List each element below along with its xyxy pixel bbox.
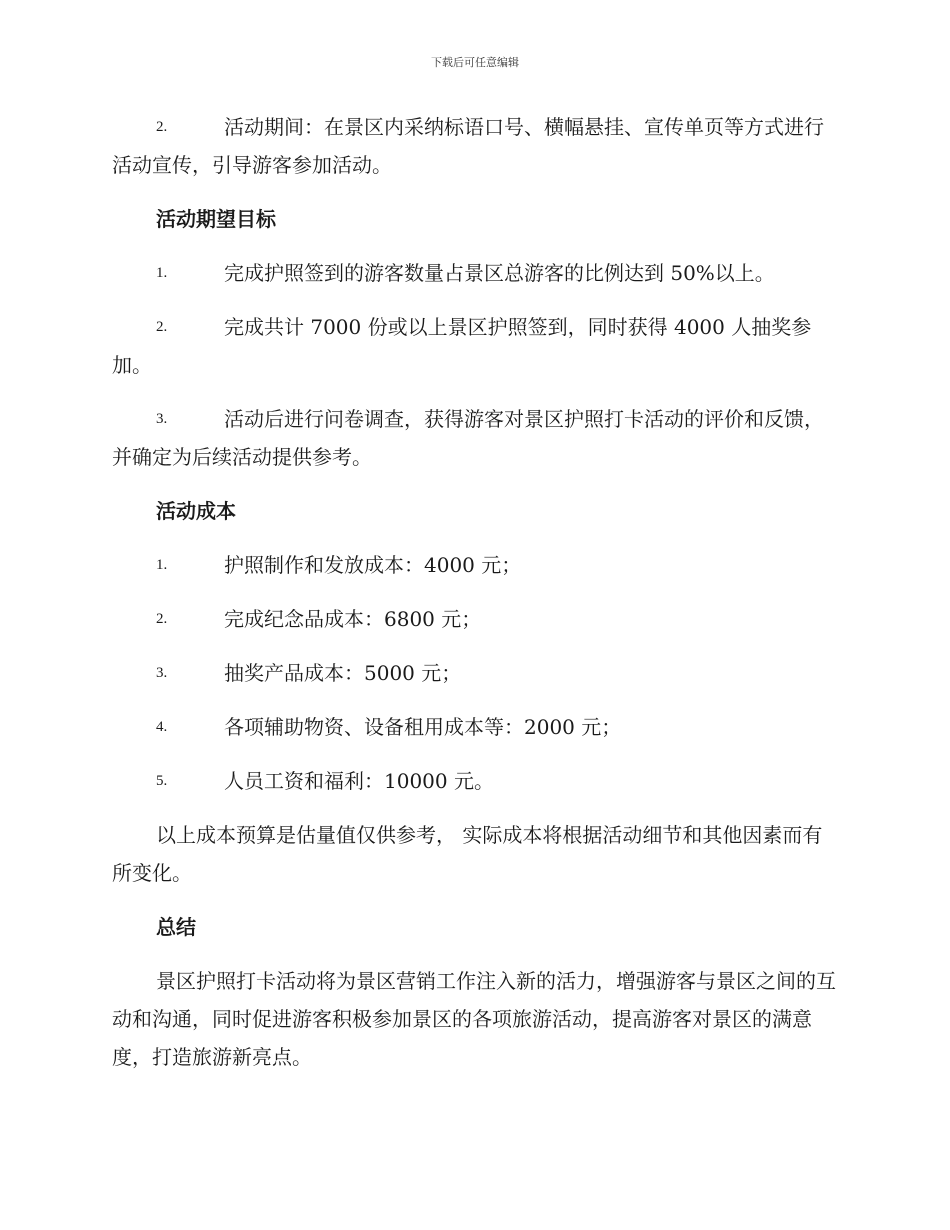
- list-item: [112, 308, 838, 384]
- list-item: [112, 400, 838, 476]
- list-number: 4.: [156, 719, 168, 735]
- list-item-text: 抽奖产品成本：5000 元；: [224, 661, 462, 685]
- list-number: 3.: [156, 411, 168, 427]
- list-item: [112, 254, 838, 292]
- body-paragraph: 以上成本预算是估量值仅供参考， 实际成本将根据活动细节和其他因素而有所变化。: [112, 823, 823, 885]
- list-item-text: 人员工资和福利：10000 元。: [224, 769, 494, 793]
- list-number: 2.: [156, 319, 168, 335]
- list-number: 1.: [156, 265, 168, 281]
- list-item-text: 活动期间：在景区内采纳标语口号、横幅悬挂、宣传单页等方式进行活动宣传，引导游客参加活动。: [112, 115, 824, 177]
- list-number: 3.: [156, 665, 168, 681]
- list-item: [112, 708, 838, 746]
- section-heading: 活动成本: [156, 499, 236, 523]
- list-item-text: 完成共计 7000 份或以上景区护照签到，同时获得 4000 人抽奖参加。: [112, 315, 812, 377]
- list-item-text: 护照制作和发放成本：4000 元；: [224, 553, 522, 577]
- list-item-text: 完成纪念品成本：6800 元；: [224, 607, 482, 631]
- list-item: [112, 546, 838, 584]
- page-header: 下载后可任意编辑: [431, 56, 519, 69]
- section-heading: 总结: [156, 915, 196, 939]
- list-item-text: 完成护照签到的游客数量占景区总游客的比例达到 50%以上。: [224, 261, 775, 285]
- list-item: [112, 600, 838, 638]
- list-item: [112, 762, 838, 800]
- list-item-text: 活动后进行问卷调查，获得游客对景区护照打卡活动的评价和反馈，并确定为后续活动提供参考。: [112, 407, 824, 469]
- list-item: [112, 108, 838, 184]
- list-number: 2.: [156, 119, 168, 135]
- body-paragraph: 景区护照打卡活动将为景区营销工作注入新的活力，增强游客与景区之间的互动和沟通，同时促进游客积极参加景区的各项旅游活动，提高游客对景区的满意度，打造旅游新亮点。: [112, 969, 836, 1069]
- list-number: 1.: [156, 557, 168, 573]
- list-number: 5.: [156, 773, 168, 789]
- list-item: [112, 654, 838, 692]
- section-heading: 活动期望目标: [156, 207, 276, 231]
- list-item-text: 各项辅助物资、设备租用成本等：2000 元；: [224, 715, 622, 739]
- list-number: 2.: [156, 611, 168, 627]
- document-body: [112, 108, 838, 1092]
